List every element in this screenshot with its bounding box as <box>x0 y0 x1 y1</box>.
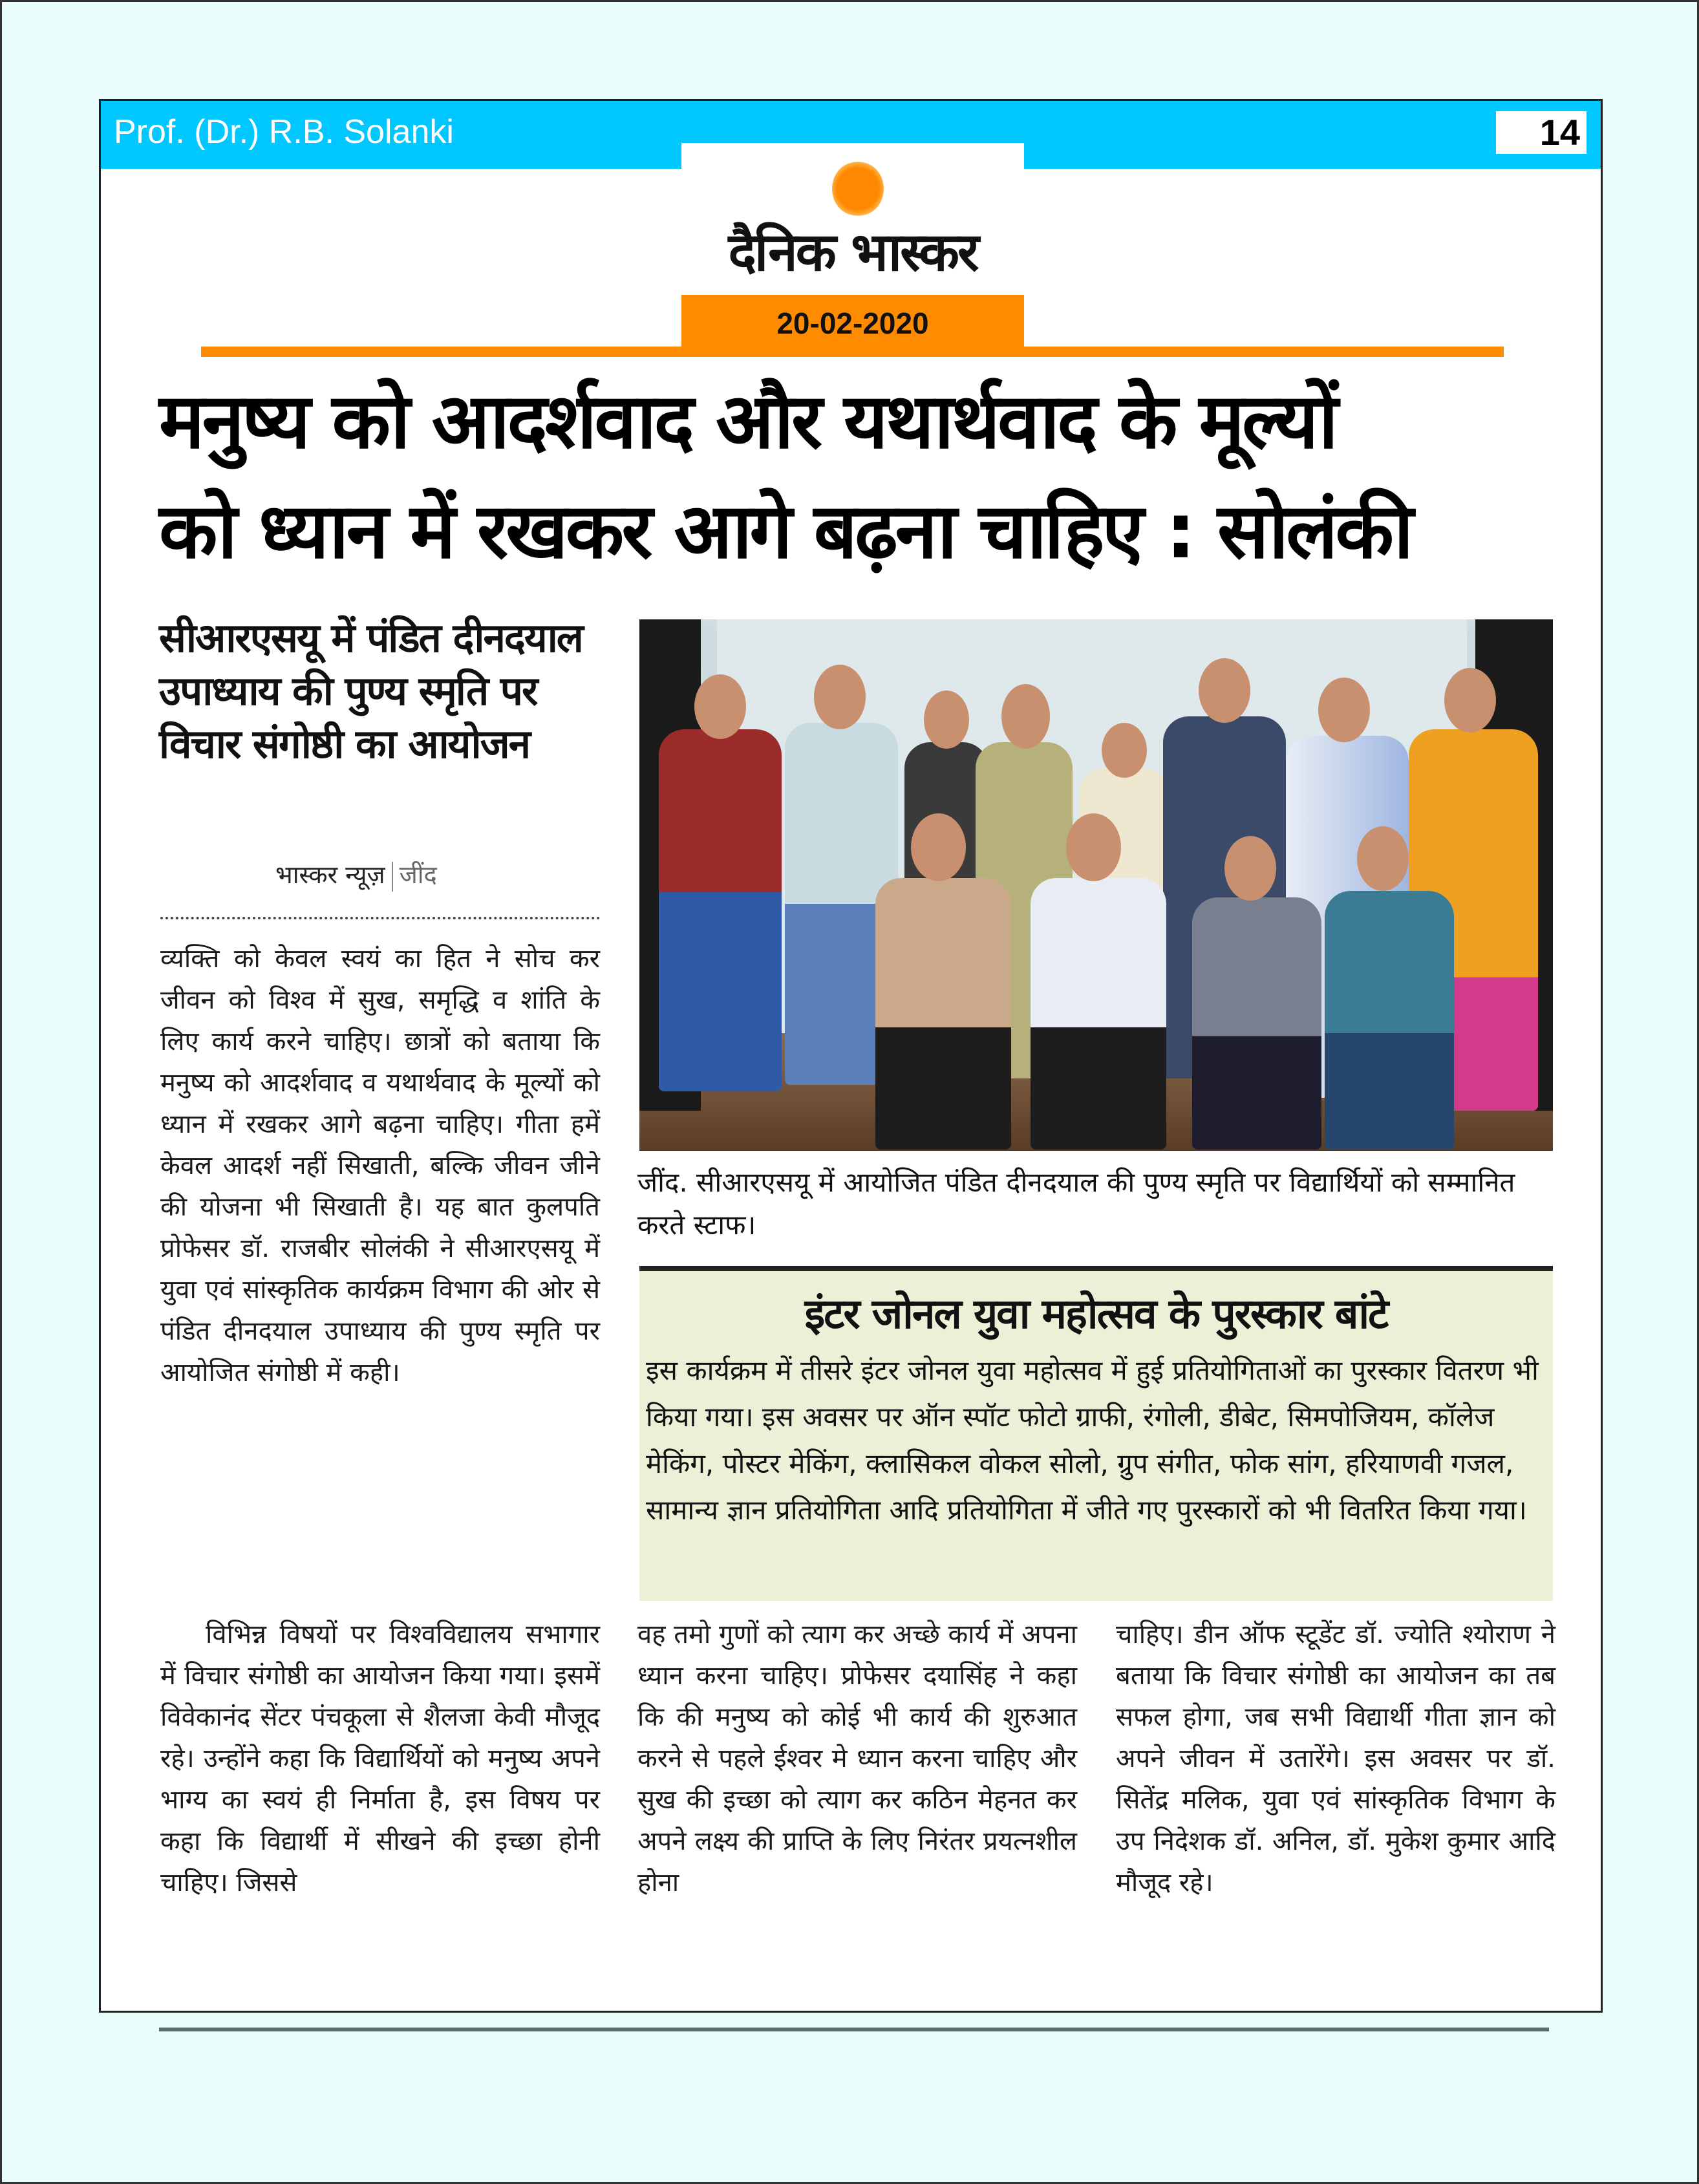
person-figure <box>1192 897 1321 1150</box>
person-head <box>1224 836 1276 901</box>
person-figure <box>659 729 782 1091</box>
newspaper-clipping-page <box>99 99 1603 2013</box>
person-head <box>1199 658 1250 723</box>
main-headline <box>159 366 1549 586</box>
sidebar-box-title: इंटर जोनल युवा महोत्सव के पुरस्कार बांटे <box>804 1290 1388 1338</box>
orange-divider <box>201 347 1504 357</box>
person-figure <box>1031 878 1166 1150</box>
person-head <box>1066 813 1121 881</box>
photo-caption: जींद. सीआरएसयू में आयोजित पंडित दीनदयाल की पुण्य स्मृति पर विद्यार्थियों को सम्मानित करते स्टाफ। <box>637 1166 1515 1241</box>
person-head <box>1318 678 1370 742</box>
person-head <box>1001 684 1050 749</box>
intro-paragraph: व्यक्ति को केवल स्वयं का हित ने सोच कर जीवन को विश्व में सुख, समृद्धि व शांति के लिए कार्य करने चाहिए। छात्रों को बताया कि मनुष्य को आदर्शवाद व यथार्थवाद के मूल्यों को ध्यान में रखकर आगे बढ़ना चाहिए। गीता हमें केवल आदर्श नहीं सिखाती, बल्कि जीवन जीने की योजना भी सिखाती है। यह बात कुलपति प्रोफेसर डॉ. राजबीर सोलंकी ने सीआरएसयू में युवा एवं सांस्कृतिक कार्यक्रम विभाग की ओर से पंडित दीनदयाल उपाध्याय की पुण्य स्मृति पर आयोजित संगोष्ठी में कही। <box>160 944 600 1387</box>
body-column-3 <box>1116 1614 1555 1903</box>
subheadline: सीआरएसयू में पंडित दीनदयाल उपाध्याय की पुण्य स्मृति पर विचार संगोष्ठी का आयोजन <box>159 614 582 767</box>
sidebar-box <box>639 1266 1553 1601</box>
newspaper-name: दैनिक भास्कर <box>728 222 978 283</box>
person-figure <box>875 878 1011 1150</box>
body-column-1 <box>160 1614 600 1903</box>
byline-separator <box>392 862 393 892</box>
byline <box>275 857 437 892</box>
person-head <box>1444 668 1496 733</box>
person-head <box>814 665 866 729</box>
byline-source: भास्कर न्यूज़ <box>275 861 385 889</box>
page-number: 14 <box>1496 111 1587 154</box>
headline-line-2: को ध्यान में रखकर आगे बढ़ना चाहिए : सोलंकी <box>159 486 1411 575</box>
person-head <box>1102 723 1147 778</box>
bottom-divider <box>159 2028 1549 2031</box>
body-paragraph-1: विभिन्न विषयों पर विश्वविद्यालय सभागार में विचार संगोष्ठी का आयोजन किया गया। इसमें विवेकानंद सेंटर पंचकूला से शैलजा केवी मौजूद रहे। उन्होंने कहा कि विद्यार्थियों को मनुष्य अपने भाग्य का स्वयं ही निर्माता है, इस विषय पर कहा कि विद्यार्थी में सीखने की इच्छा होनी चाहिए। जिससे <box>160 1620 600 1898</box>
person-head <box>694 674 746 739</box>
person-head <box>924 691 969 749</box>
headline-line-1: मनुष्य को आदर्शवाद और यथार्थवाद के मूल्यों <box>159 376 1336 466</box>
sun-logo-icon <box>832 161 884 217</box>
intro-column <box>160 938 600 1393</box>
body-paragraph-3: चाहिए। डीन ऑफ स्टूडेंट डॉ. ज्योति श्योराण ने बताया कि विचार संगोष्ठी का आयोजन का तब सफल होगा, जब सभी विद्यार्थी गीता ज्ञान को अपने जीवन में उतारेंगे। इस अवसर पर डॉ. सितेंद्र मलिक, युवा एवं सांस्कृतिक विभाग के उप निदेशक डॉ. अनिल, डॉ. मुकेश कुमार आदि मौजूद रहे। <box>1116 1620 1555 1898</box>
body-paragraph-2: वह तमो गुणों को त्याग कर अच्छे कार्य में अपना ध्यान करना चाहिए। प्रोफेसर दयासिंह ने कहा कि की मनुष्य को कोई भी कार्य की शुरुआत करने से पहले ईश्वर मे ध्यान करना चाहिए और सुख की इच्छा को त्याग कर कठिन मेहनत कर अपने लक्ष्य की प्राप्ति के लिए निरंतर प्रयत्नशील होना <box>637 1620 1077 1898</box>
body-column-2 <box>637 1614 1077 1903</box>
group-photo <box>639 619 1553 1151</box>
dotted-divider <box>160 917 600 919</box>
person-figure <box>1325 891 1454 1150</box>
author-name: Prof. (Dr.) R.B. Solanki <box>114 113 454 151</box>
person-head <box>911 813 966 881</box>
person-head <box>1357 826 1409 891</box>
publication-date: 20-02-2020 <box>681 295 1024 352</box>
byline-place: जींद <box>399 861 437 889</box>
sidebar-box-body: इस कार्यक्रम में तीसरे इंटर जोनल युवा महोत्सव में हुई प्रतियोगिताओं का पुरस्कार वितरण भी किया गया। इस अवसर पर ऑन स्पॉट फोटो ग्राफी, रंगोली, डीबेट, सिमपोजियम, कॉलेज मेकिंग, पोस्टर मेकिंग, क्लासिकल वोकल सोलो, ग्रुप संगीत, फोक सांग, हरियाणवी गजल, सामान्य ज्ञान प्रतियोगिता आदि प्रतियोगिता में जीते गए पुरस्कारों को भी वितरित किया गया। <box>646 1354 1539 1526</box>
